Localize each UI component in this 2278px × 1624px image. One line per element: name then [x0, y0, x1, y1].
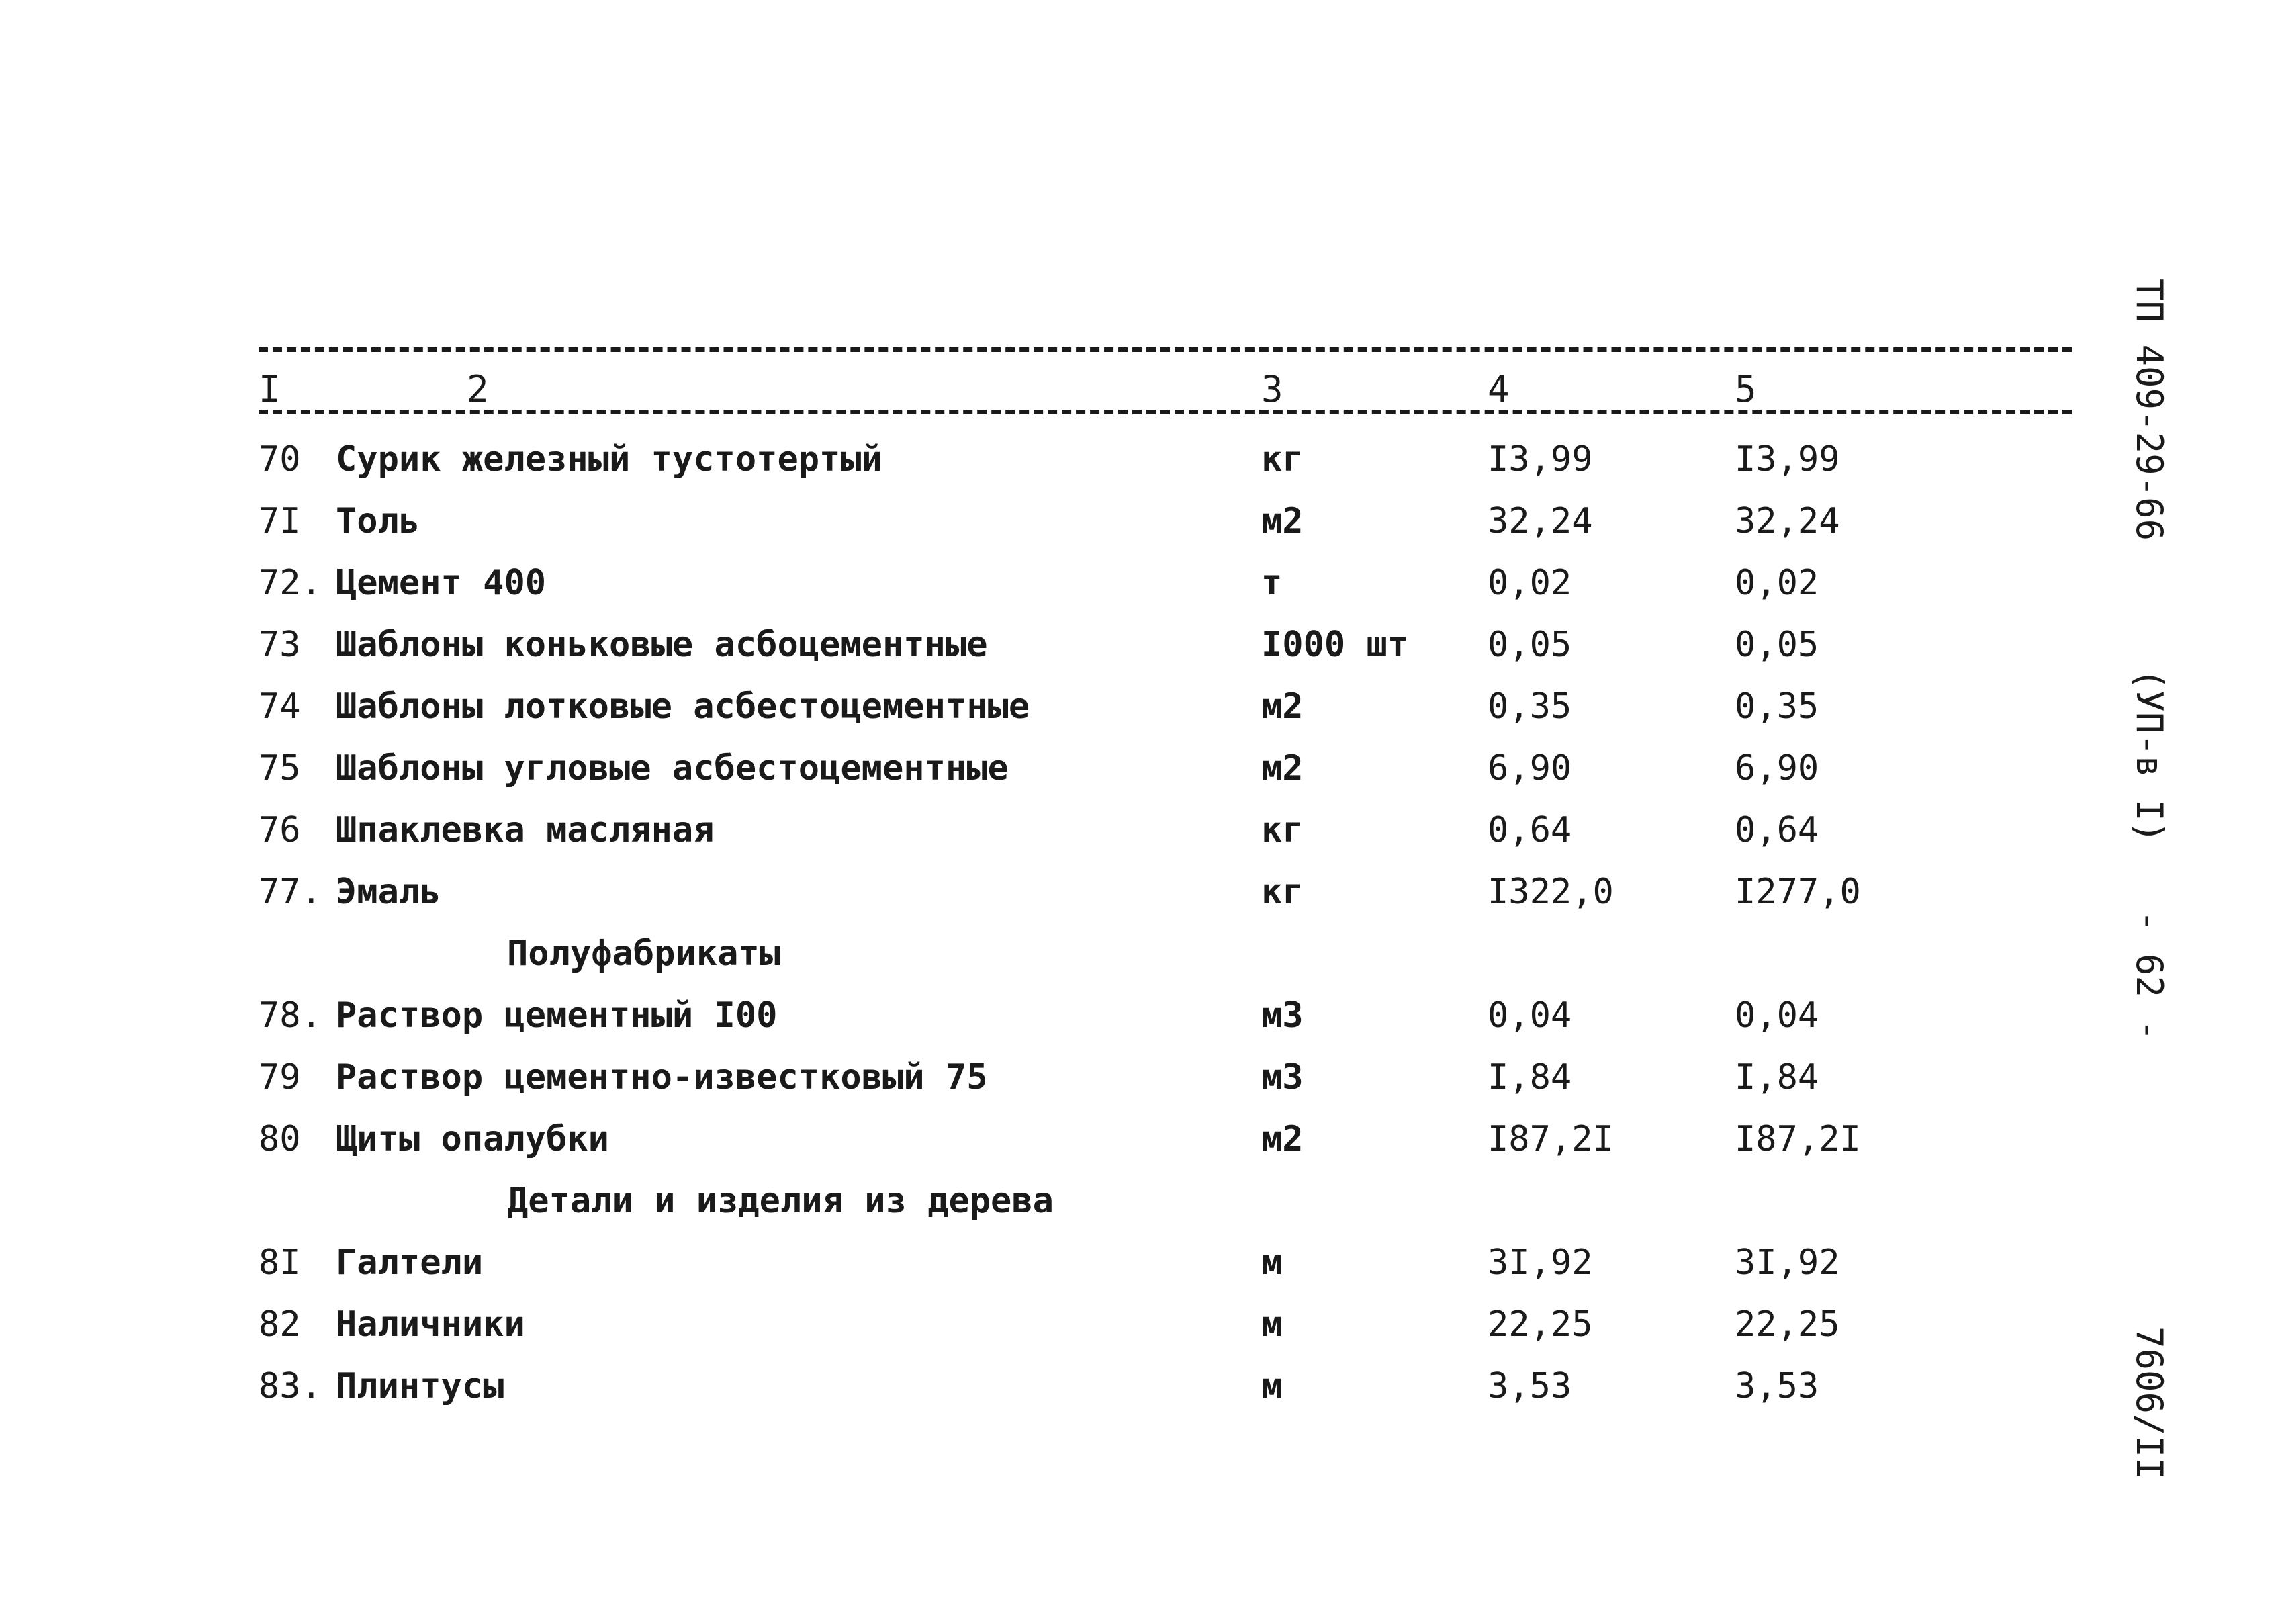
table-row — [0, 1232, 2278, 1294]
row-number: 82 — [259, 1304, 301, 1345]
table-row — [0, 1355, 2278, 1417]
row-name: Раствор цементный I00 — [336, 995, 778, 1036]
row-value-5: I87,2I — [1735, 1119, 1861, 1159]
header-dashed-rule — [259, 410, 2072, 414]
section-heading-semifinished: Полуфабрикаты — [507, 934, 780, 974]
row-value-5: 0,35 — [1735, 686, 1819, 727]
row-unit: м2 — [1261, 686, 1304, 727]
row-name: Раствор цементно-известковый 75 — [336, 1057, 988, 1097]
row-unit: I000 шт — [1261, 625, 1409, 665]
table-row — [0, 614, 2278, 676]
header-col-3: 3 — [1261, 368, 1283, 410]
row-name: Толь — [336, 501, 420, 541]
row-unit: м2 — [1261, 501, 1304, 541]
row-name: Щиты опалубки — [336, 1119, 609, 1159]
row-value-4: 0,35 — [1488, 686, 1572, 727]
row-number: 80 — [259, 1119, 301, 1159]
row-unit: м3 — [1261, 995, 1304, 1036]
row-value-4: I322,0 — [1488, 872, 1614, 912]
row-number: 73 — [259, 625, 301, 665]
row-value-5: 3,53 — [1735, 1366, 1819, 1406]
table-header — [0, 366, 2278, 413]
table-row — [0, 490, 2278, 552]
table-row — [0, 985, 2278, 1046]
row-value-5: 0,64 — [1735, 810, 1819, 850]
row-unit: м — [1261, 1304, 1283, 1345]
row-name: Шаблоны угловые асбестоцементные — [336, 748, 1009, 788]
section-heading-wood-parts: Детали и изделия из дерева — [507, 1181, 1054, 1221]
row-number: 72. — [259, 563, 322, 603]
margin-sheet-number: 7606/II — [2128, 1326, 2171, 1480]
row-value-5: I3,99 — [1735, 439, 1840, 480]
row-value-4: 0,04 — [1488, 995, 1572, 1036]
table-row — [0, 1294, 2278, 1355]
row-name: Сурик железный тустотертый — [336, 439, 882, 480]
row-unit: м — [1261, 1366, 1283, 1406]
row-value-4: 22,25 — [1488, 1304, 1593, 1345]
row-unit: т — [1261, 563, 1283, 603]
table-row — [0, 1108, 2278, 1170]
row-name: Плинтусы — [336, 1366, 504, 1406]
header-col-2: 2 — [467, 368, 489, 410]
row-value-4: I,84 — [1488, 1057, 1572, 1097]
table-row — [0, 799, 2278, 861]
row-number: 76 — [259, 810, 301, 850]
margin-document-code: ТП 409-29-66 — [2128, 279, 2171, 541]
row-unit: кг — [1261, 810, 1304, 850]
row-number: 74 — [259, 686, 301, 727]
row-number: 83. — [259, 1366, 322, 1406]
header-col-1: I — [259, 368, 281, 410]
row-unit: м2 — [1261, 1119, 1304, 1159]
row-unit: кг — [1261, 439, 1304, 480]
table-row — [0, 1046, 2278, 1108]
row-value-5: I,84 — [1735, 1057, 1819, 1097]
table-row — [0, 552, 2278, 614]
row-number: 70 — [259, 439, 301, 480]
top-dashed-rule — [259, 347, 2072, 352]
header-col-4: 4 — [1488, 368, 1510, 410]
table-row — [0, 428, 2278, 490]
table-row — [0, 861, 2278, 923]
row-value-4: 3I,92 — [1488, 1243, 1593, 1283]
row-value-5: 0,05 — [1735, 625, 1819, 665]
row-value-4: 32,24 — [1488, 501, 1593, 541]
table-row — [0, 676, 2278, 737]
row-value-4: 0,05 — [1488, 625, 1572, 665]
row-number: 75 — [259, 748, 301, 788]
row-unit: кг — [1261, 872, 1304, 912]
row-value-4: 0,02 — [1488, 563, 1572, 603]
row-name: Эмаль — [336, 872, 441, 912]
row-name: Шпаклевка масляная — [336, 810, 715, 850]
row-value-4: 3,53 — [1488, 1366, 1572, 1406]
row-unit: м2 — [1261, 748, 1304, 788]
row-name: Шаблоны коньковые асбоцементные — [336, 625, 988, 665]
row-number: 79 — [259, 1057, 301, 1097]
row-value-5: 32,24 — [1735, 501, 1840, 541]
row-value-5: 3I,92 — [1735, 1243, 1840, 1283]
table-row — [0, 737, 2278, 799]
margin-variant: (УП-в I) — [2128, 668, 2171, 844]
row-value-4: 6,90 — [1488, 748, 1572, 788]
row-name: Наличники — [336, 1304, 525, 1345]
row-number: 77. — [259, 872, 322, 912]
row-number: 7I — [259, 501, 301, 541]
margin-page-number: - 62 - — [2128, 910, 2171, 1042]
row-number: 8I — [259, 1243, 301, 1283]
row-number: 78. — [259, 995, 322, 1036]
row-value-5: 6,90 — [1735, 748, 1819, 788]
row-unit: м3 — [1261, 1057, 1304, 1097]
row-value-4: 0,64 — [1488, 810, 1572, 850]
row-value-4: I87,2I — [1488, 1119, 1614, 1159]
header-col-5: 5 — [1735, 368, 1757, 410]
row-name: Шаблоны лотковые асбестоцементные — [336, 686, 1030, 727]
row-value-5: 22,25 — [1735, 1304, 1840, 1345]
row-value-4: I3,99 — [1488, 439, 1593, 480]
row-name: Галтели — [336, 1243, 484, 1283]
row-value-5: I277,0 — [1735, 872, 1861, 912]
row-value-5: 0,02 — [1735, 563, 1819, 603]
row-name: Цемент 400 — [336, 563, 547, 603]
row-value-5: 0,04 — [1735, 995, 1819, 1036]
row-unit: м — [1261, 1243, 1283, 1283]
